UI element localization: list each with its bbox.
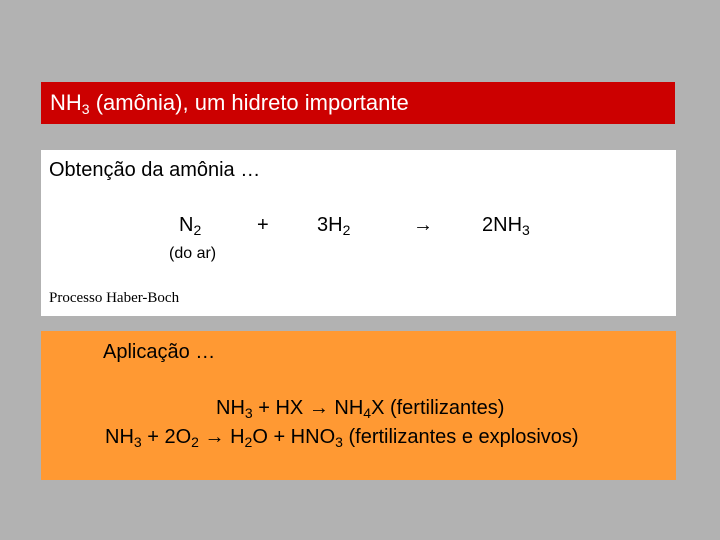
reaction2-part: → H bbox=[198, 426, 245, 448]
title-prefix: NH bbox=[50, 90, 82, 115]
h2-base: 3H bbox=[317, 214, 343, 236]
synthesis-panel bbox=[41, 150, 676, 316]
reaction-arrow: → bbox=[413, 214, 433, 236]
n2-base: N bbox=[179, 214, 194, 236]
reaction1-part: + HX → NH bbox=[252, 397, 364, 419]
reaction2-part: NH bbox=[105, 426, 134, 448]
reaction2-subscript: 2 bbox=[244, 434, 253, 450]
reaction2-part: (fertilizantes e explosivos) bbox=[342, 426, 579, 448]
reaction2-subscript: 3 bbox=[335, 434, 343, 450]
reaction1-subscript: 4 bbox=[363, 405, 372, 421]
reaction2-part: + 2O bbox=[141, 426, 192, 448]
reaction2-subscript: 3 bbox=[133, 434, 142, 450]
title-suffix: (amônia), um hidreto importante bbox=[89, 90, 409, 115]
nh3-base: 2NH bbox=[482, 214, 523, 236]
n2-subscript: 2 bbox=[193, 222, 202, 238]
n2-source-note: (do ar) bbox=[169, 245, 217, 262]
reaction-explosive bbox=[105, 426, 579, 449]
h2-subscript: 2 bbox=[342, 222, 351, 238]
reaction2-part: O + HNO bbox=[252, 426, 336, 448]
product-nh3 bbox=[482, 214, 530, 237]
process-name: Processo Haber-Boch bbox=[49, 290, 180, 306]
reaction2-subscript: 2 bbox=[191, 434, 199, 450]
plus-sign: + bbox=[257, 214, 269, 236]
reactant-n2 bbox=[179, 214, 201, 237]
reaction1-subscript: 3 bbox=[244, 405, 253, 421]
slide-title bbox=[41, 82, 675, 124]
nh3-subscript: 3 bbox=[522, 222, 530, 238]
reactant-h2 bbox=[317, 214, 350, 237]
application-panel bbox=[41, 331, 676, 480]
reaction-fertilizer bbox=[216, 397, 504, 420]
reaction1-part: X (fertilizantes) bbox=[371, 397, 505, 419]
reaction1-part: NH bbox=[216, 397, 245, 419]
synthesis-heading: Obtenção da amônia … bbox=[49, 159, 261, 181]
title-subscript: 3 bbox=[81, 101, 90, 117]
application-heading: Aplicação … bbox=[103, 341, 216, 363]
